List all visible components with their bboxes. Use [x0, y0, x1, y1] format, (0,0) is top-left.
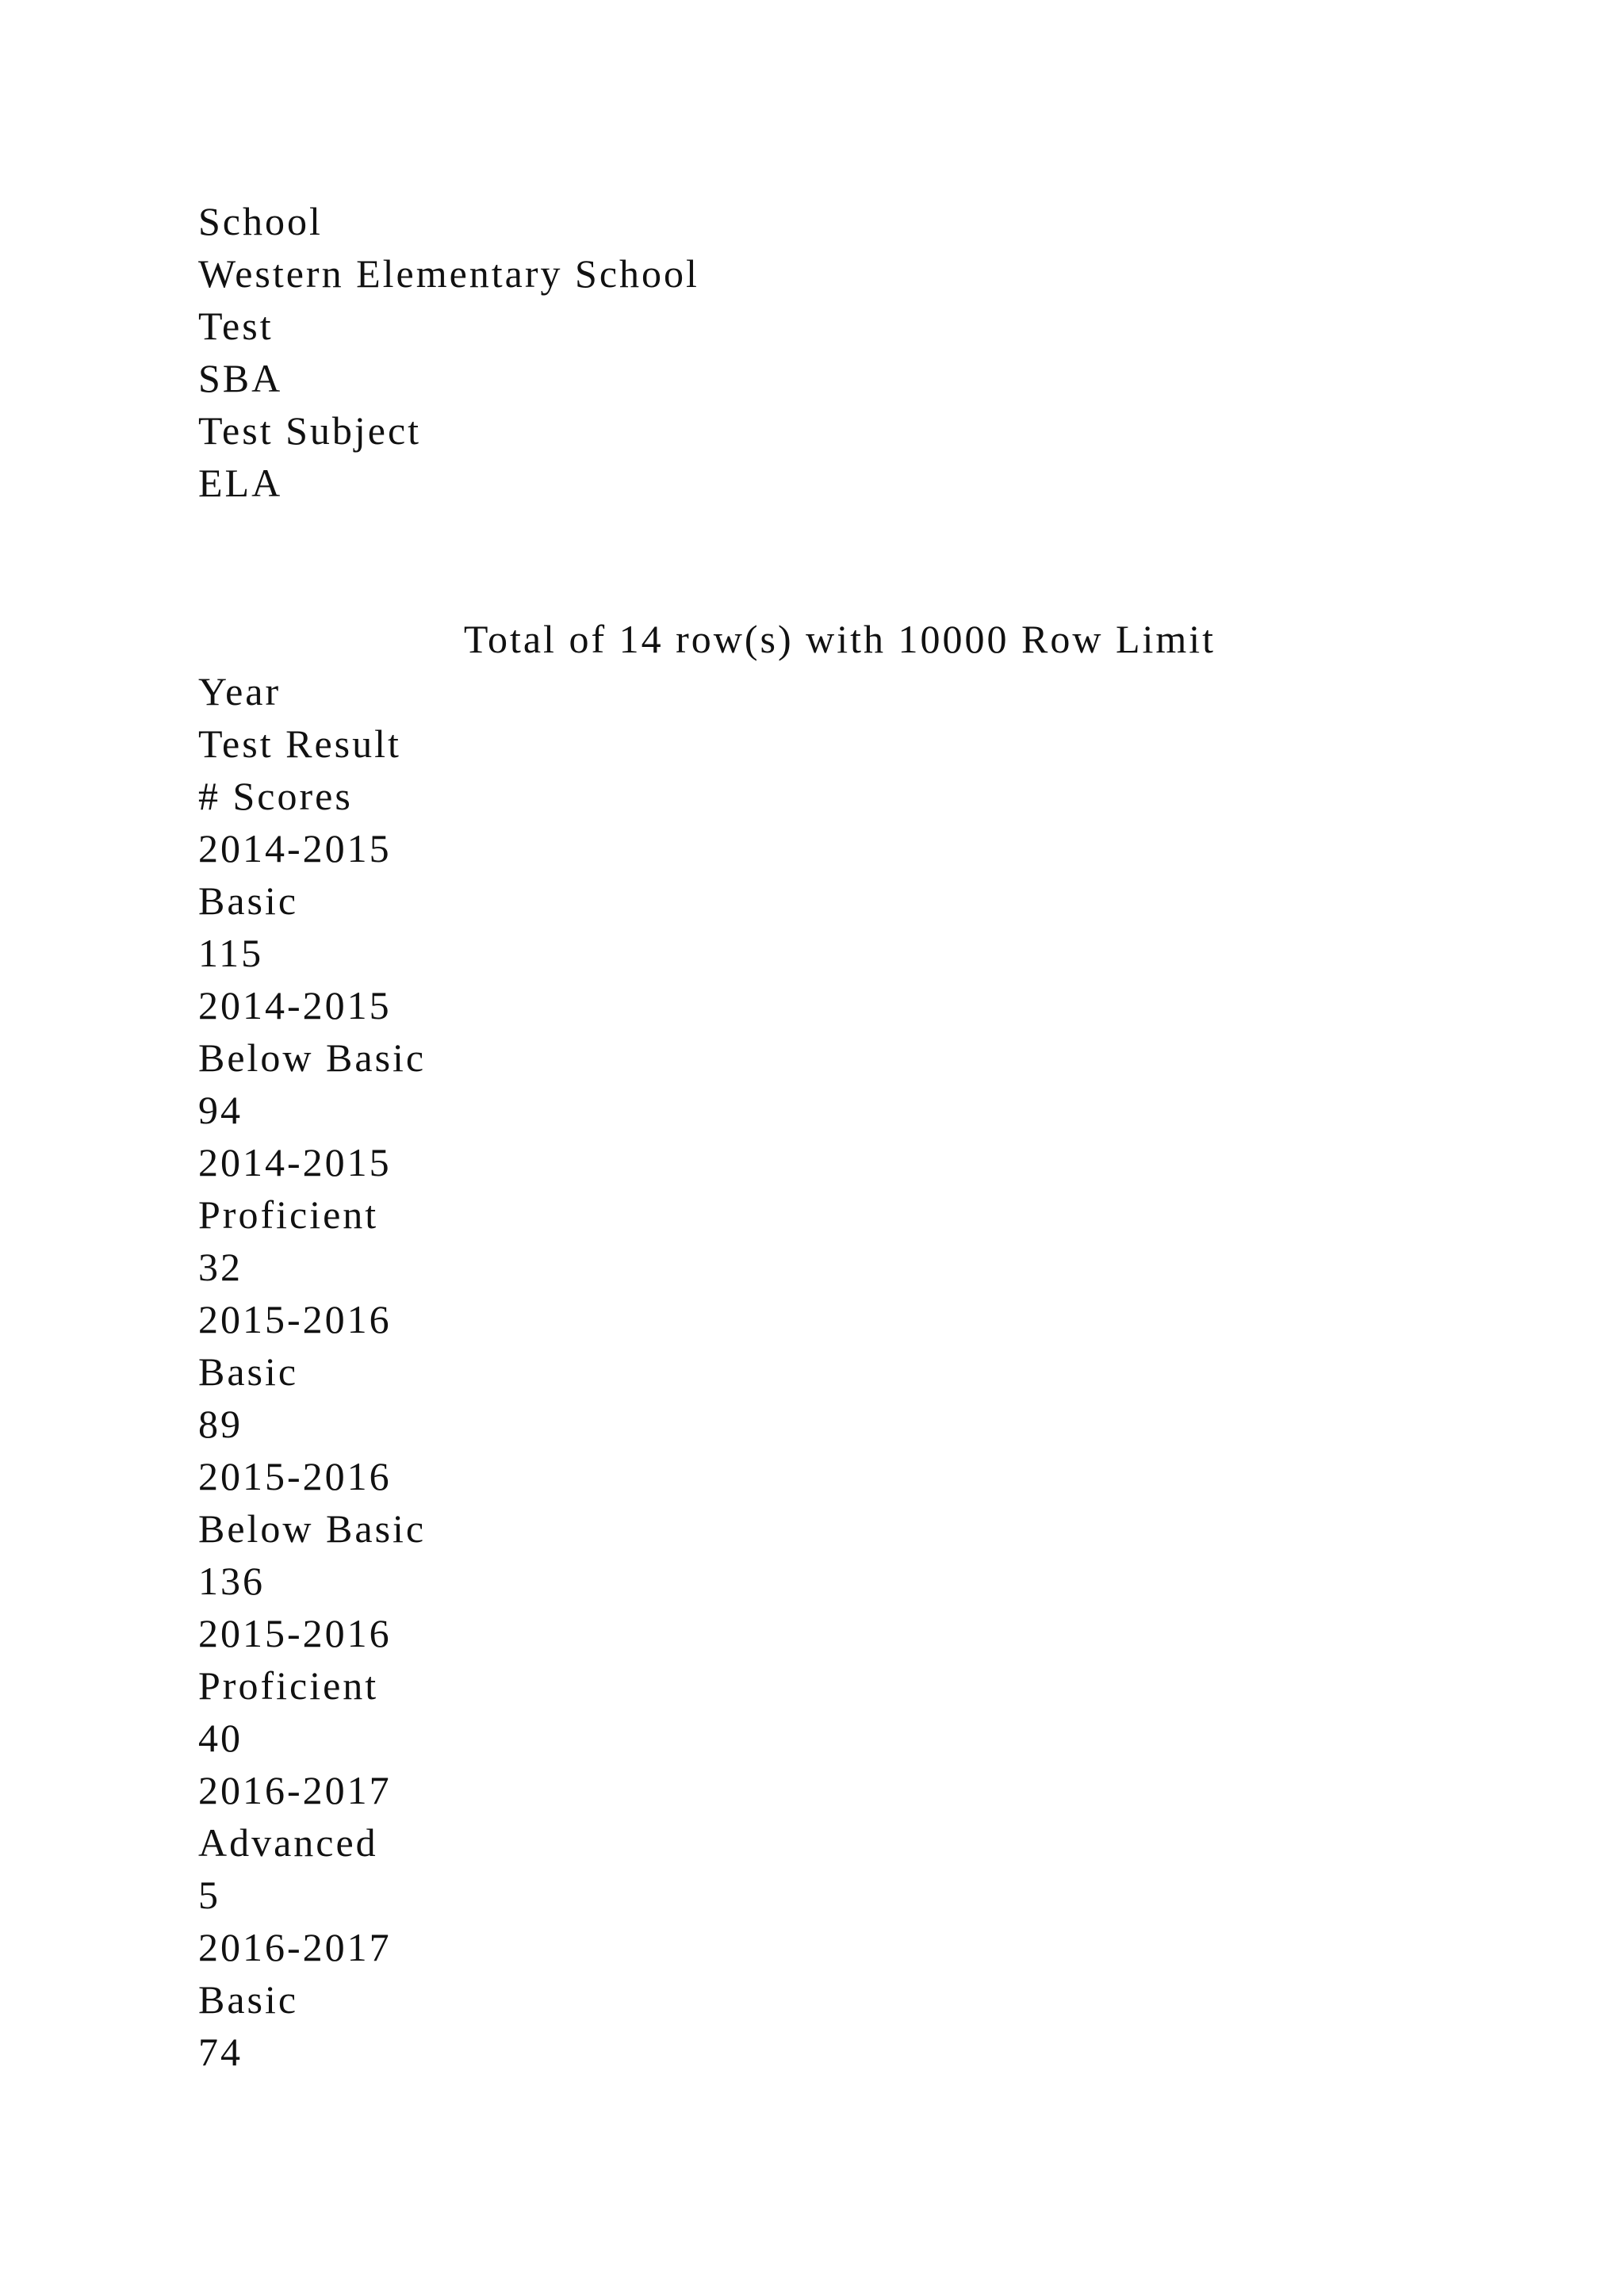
row-8-year: 2016-2017 — [198, 1925, 392, 1969]
row-6-year: 2015-2016 — [198, 1611, 392, 1655]
filter-label-test: Test — [198, 304, 274, 348]
column-header-test-result: Test Result — [198, 721, 401, 766]
row-2-scores: 94 — [198, 1088, 243, 1132]
row-3-year: 2014-2015 — [198, 1140, 392, 1184]
row-1-scores: 115 — [198, 931, 264, 975]
row-1-result: Basic — [198, 878, 299, 923]
filter-value-school: Western Elementary School — [198, 251, 699, 296]
column-header-year: Year — [198, 669, 282, 714]
filter-value-test: SBA — [198, 356, 283, 400]
row-7-result: Advanced — [198, 1820, 378, 1865]
row-6-scores: 40 — [198, 1716, 243, 1760]
filter-value-subject: ELA — [198, 461, 283, 505]
filter-block — [198, 195, 1467, 509]
results-table — [198, 665, 1467, 2078]
row-count-text: Total of 14 row(s) with 10000 Row Limit — [463, 617, 1216, 661]
row-6-result: Proficient — [198, 1663, 379, 1708]
row-2-year: 2014-2015 — [198, 983, 392, 1027]
row-1-year: 2014-2015 — [198, 826, 392, 871]
row-5-year: 2015-2016 — [198, 1454, 392, 1498]
row-8-scores: 74 — [198, 2030, 243, 2074]
row-3-result: Proficient — [198, 1192, 379, 1237]
row-count-summary — [0, 613, 1624, 665]
row-4-result: Basic — [198, 1349, 299, 1394]
row-5-result: Below Basic — [198, 1506, 427, 1551]
row-4-scores: 89 — [198, 1402, 243, 1446]
filter-label-school: School — [198, 199, 323, 243]
row-4-year: 2015-2016 — [198, 1297, 392, 1341]
row-3-scores: 32 — [198, 1245, 243, 1289]
row-8-result: Basic — [198, 1977, 299, 2022]
filter-label-subject: Test Subject — [198, 408, 422, 453]
row-7-scores: 5 — [198, 1873, 220, 1917]
column-header-scores: # Scores — [198, 774, 353, 818]
row-2-result: Below Basic — [198, 1035, 427, 1080]
row-7-year: 2016-2017 — [198, 1768, 392, 1812]
row-5-scores: 136 — [198, 1559, 265, 1603]
